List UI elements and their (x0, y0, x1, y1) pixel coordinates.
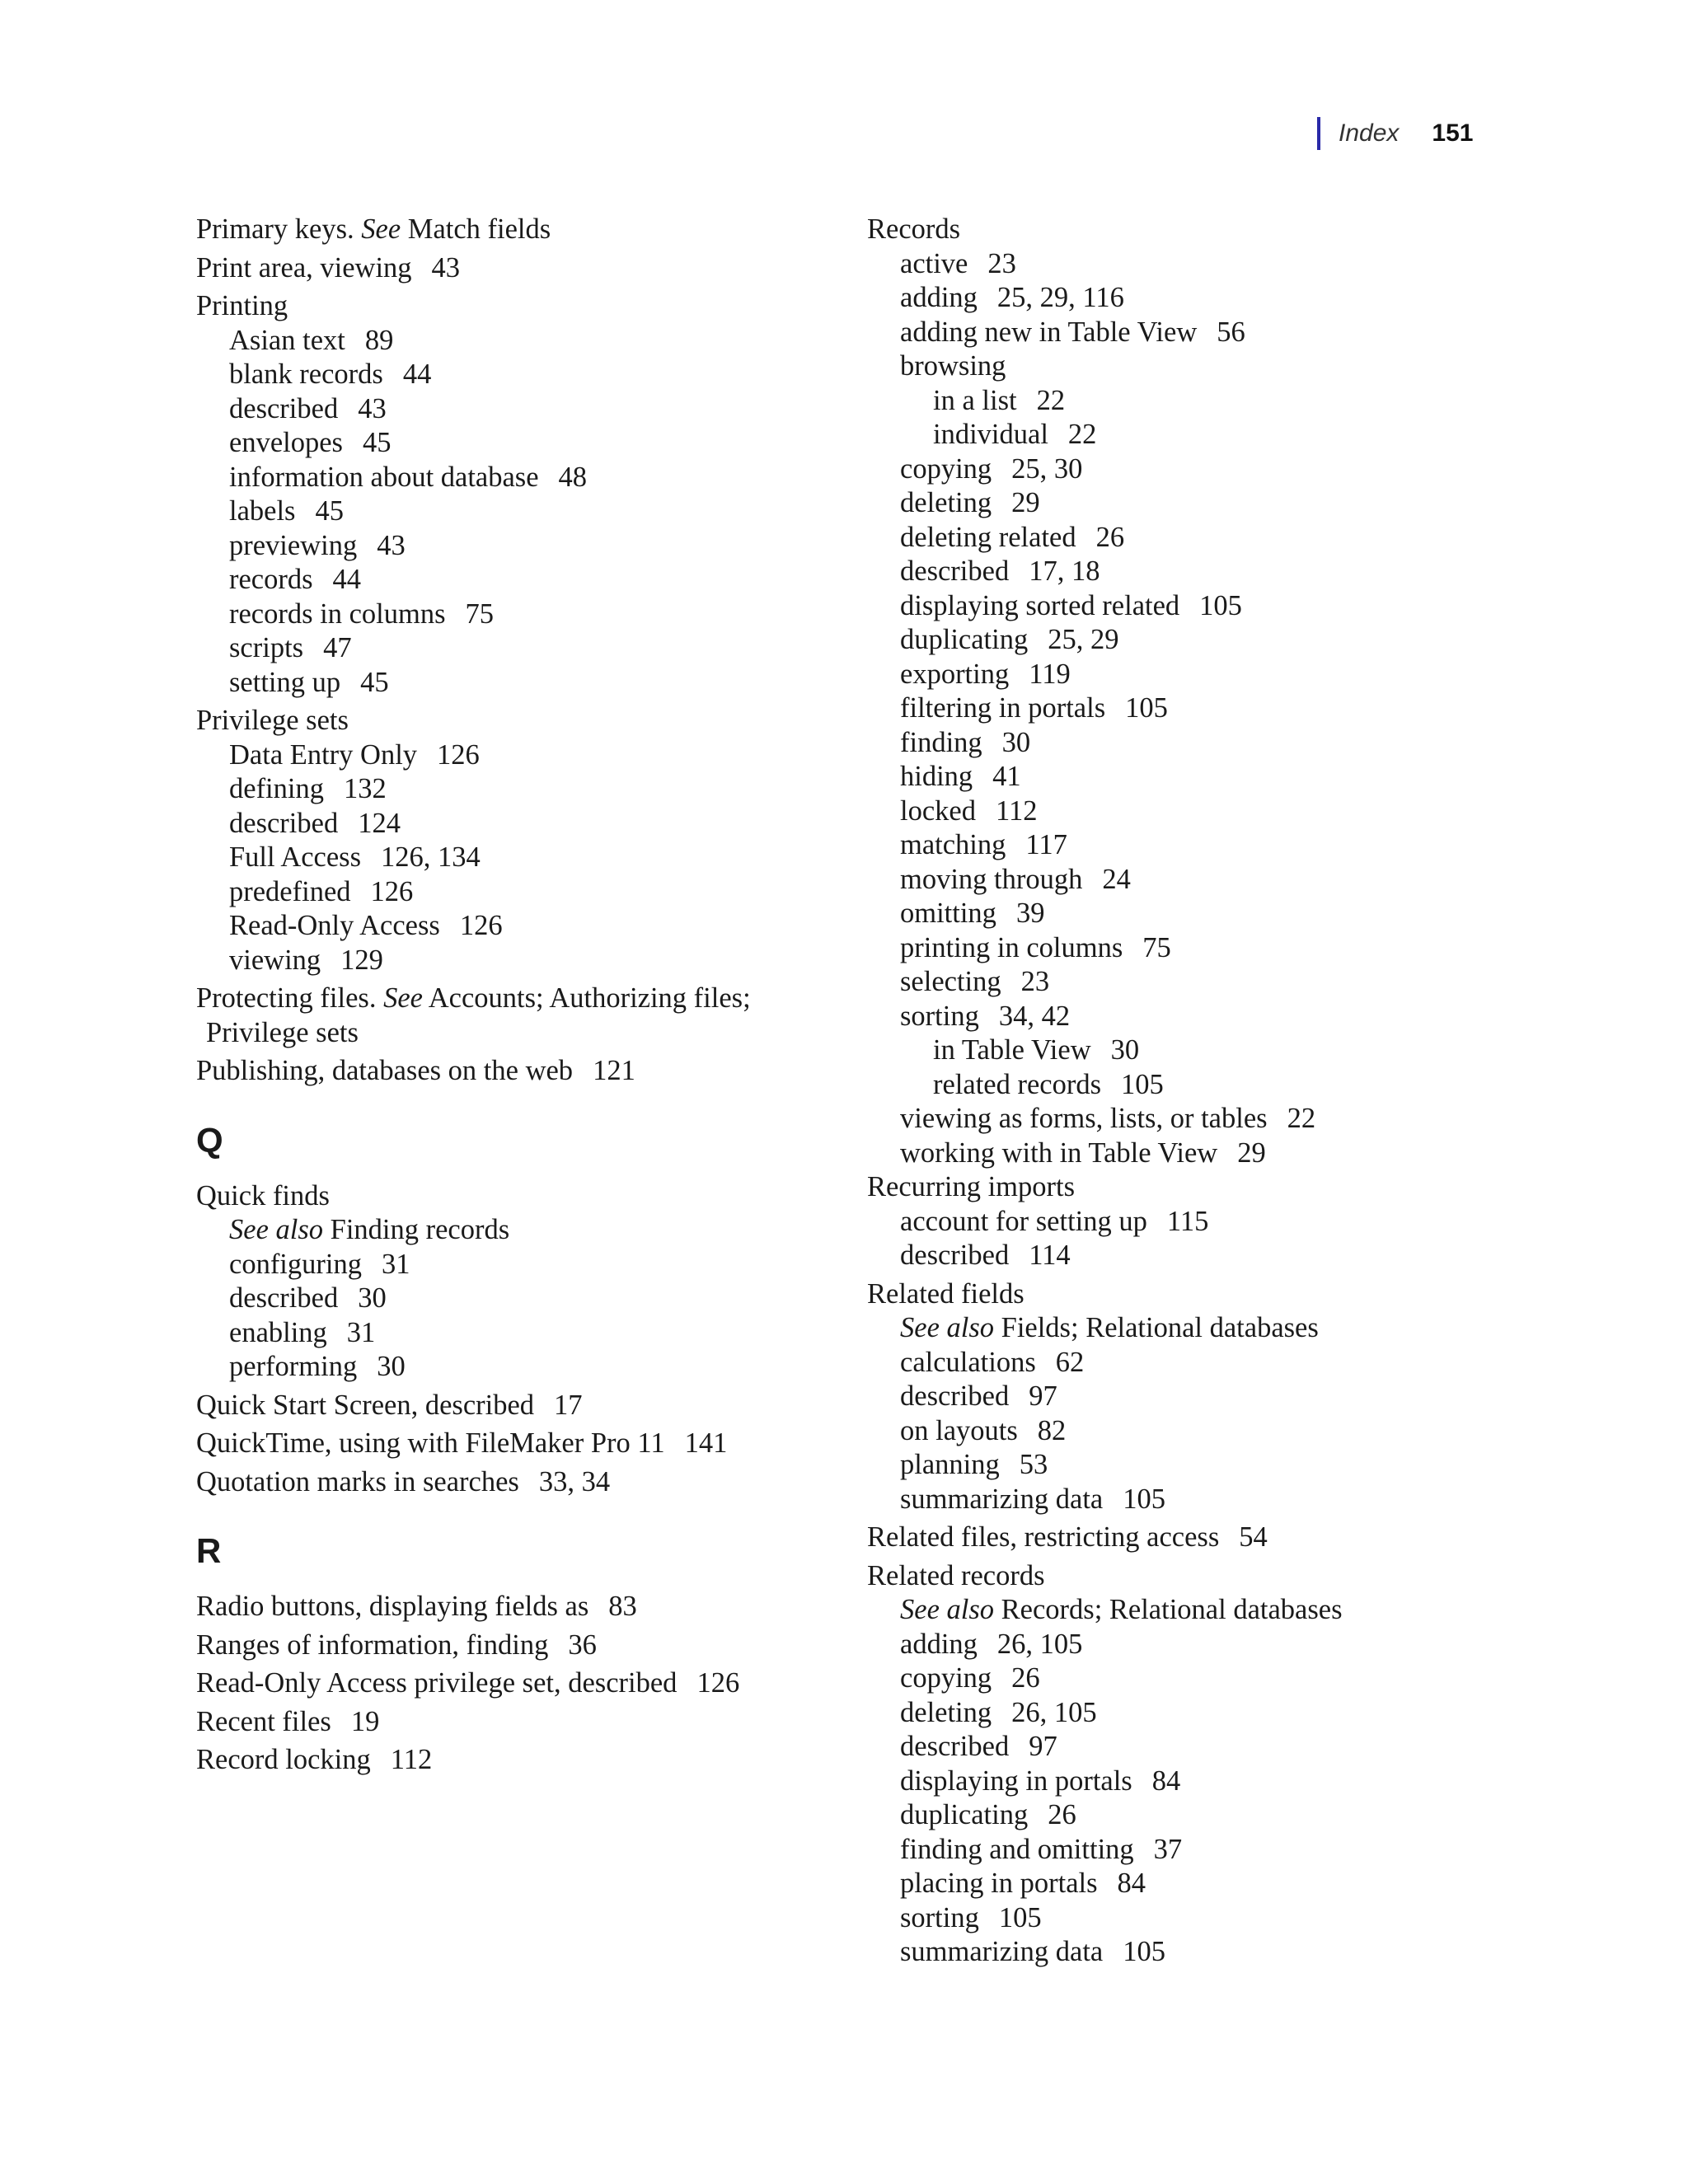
entry-term: Print area, viewing (196, 251, 412, 284)
page-ref: 25, 29 (1048, 624, 1119, 655)
page-ref: 54 (1239, 1521, 1268, 1553)
index-subentry (867, 1593, 1609, 1628)
index-subentry (196, 392, 880, 427)
see-target: Match fields (407, 213, 551, 245)
index-entry (196, 1666, 880, 1701)
page-ref: 75 (465, 598, 495, 630)
page-ref: 115 (1166, 1205, 1209, 1237)
subentry-term: sorting (900, 1000, 979, 1032)
page-ref: 126 (459, 910, 503, 941)
index-subentry (867, 1867, 1609, 1901)
index-subentry (867, 1730, 1609, 1765)
index-subentry (196, 324, 880, 359)
subentry-term: finding (900, 726, 982, 758)
index-subentry (196, 909, 880, 944)
entry-term: Protecting files. (196, 982, 377, 1014)
subentry-list (867, 1628, 1609, 1970)
index-entry (196, 982, 880, 1050)
page-ref: 132 (343, 773, 387, 804)
index-subentry (867, 658, 1609, 692)
index-entry (196, 1179, 880, 1214)
entry-term: Primary keys. (196, 213, 354, 245)
header-rule (1317, 117, 1320, 150)
entry-term: Records (867, 213, 961, 245)
page-ref: 44 (402, 359, 432, 390)
entry-term: Record locking (196, 1744, 371, 1775)
page-ref: 83 (608, 1591, 637, 1622)
subentry-term: information about database (229, 461, 539, 493)
subentry-term: described (900, 1731, 1010, 1762)
entry-term: Quick finds (196, 1179, 330, 1212)
page-ref: 31 (381, 1248, 410, 1280)
subentry-list (196, 324, 880, 701)
index-subentry (867, 1346, 1609, 1380)
see-also-target: Fields; Relational databases (1001, 1312, 1319, 1343)
page-ref: 41 (992, 761, 1021, 792)
entry-term: Recent files (196, 1705, 331, 1737)
page-ref: 105 (1123, 1936, 1165, 1967)
page-ref: 126 (437, 738, 480, 771)
index-subentry (196, 563, 880, 598)
index-entry (867, 1521, 1609, 1555)
see-also-label: See also (900, 1594, 995, 1625)
page-ref: 126 (696, 1667, 740, 1699)
subentry-term: printing in columns (900, 931, 1123, 963)
subentry-term: on layouts (900, 1414, 1018, 1446)
page-ref: 112 (995, 794, 1038, 827)
subentry-term: matching (900, 829, 1006, 860)
index-subentry (196, 631, 880, 666)
index-subentry (867, 1483, 1609, 1517)
index-entry (196, 213, 880, 247)
subentry-term: browsing (900, 350, 1006, 382)
subentry-term: viewing (229, 944, 321, 976)
page-ref: 26 (1095, 521, 1125, 553)
index-subentry (867, 1000, 1609, 1034)
subentry-term: Full Access (229, 841, 362, 873)
subentry-term: finding and omitting (900, 1833, 1134, 1865)
index-subentry (867, 1798, 1609, 1833)
index-subentry (867, 931, 1609, 966)
index-subentry (196, 666, 880, 701)
index-subentry (867, 1380, 1609, 1414)
index-subentry (196, 841, 880, 875)
index-subentry (867, 1901, 1609, 1936)
page-ref: 114 (1029, 1240, 1071, 1271)
page-ref: 17 (554, 1389, 583, 1421)
page-ref: 62 (1055, 1346, 1085, 1378)
page-ref: 112 (390, 1744, 433, 1775)
page-ref: 43 (431, 251, 461, 284)
page-ref: 84 (1151, 1765, 1181, 1797)
index-subentry (867, 486, 1609, 521)
subentry-term: predefined (229, 875, 351, 907)
entry-term: Related files, restricting access (867, 1521, 1220, 1553)
index-subentry (196, 1248, 880, 1282)
index-subentry (196, 738, 880, 773)
header-section-label: Index (1339, 120, 1400, 147)
index-subentry (867, 897, 1609, 931)
subentry-term: summarizing data (900, 1936, 1104, 1967)
page-ref: 33, 34 (538, 1465, 611, 1497)
entry-term: Printing (196, 290, 288, 321)
index-subentry (867, 623, 1609, 658)
page-ref: 119 (1029, 658, 1071, 690)
subentry-term: active (900, 247, 968, 279)
index-entry (867, 213, 1609, 247)
index-column-left (196, 213, 880, 1778)
index-subentry (867, 828, 1609, 863)
subentry-term: records in columns (229, 598, 446, 630)
subentry-term: described (900, 555, 1010, 587)
section-letter-r: R (196, 1531, 222, 1570)
subentry-term: exporting (900, 658, 1010, 690)
see-target: Accounts; Authorizing files; (428, 982, 751, 1014)
page-ref: 45 (362, 427, 392, 458)
entry-term: QuickTime, using with FileMaker Pro 11 (196, 1427, 665, 1459)
subentry-term: Asian text (229, 324, 345, 356)
subentry-term: copying (900, 1662, 992, 1694)
index-subentry (867, 794, 1609, 829)
index-subentry (196, 772, 880, 807)
subentry-term: account for setting up (900, 1205, 1147, 1237)
page-ref: 30 (358, 1282, 387, 1314)
entry-term: Radio buttons, displaying fields as (196, 1591, 589, 1622)
see-also-target: Finding records (330, 1214, 510, 1245)
subentry-term: sorting (900, 1901, 979, 1933)
subentry-term: placing in portals (900, 1868, 1098, 1899)
page-ref: 30 (1001, 726, 1031, 758)
page-ref: 43 (358, 392, 387, 424)
page-ref: 39 (1015, 898, 1045, 929)
index-subentry (196, 494, 880, 529)
subentry-term: omitting (900, 898, 996, 929)
subentry-term: locked (900, 794, 976, 827)
index-subentry (867, 1833, 1609, 1868)
page-ref: 53 (1019, 1449, 1048, 1480)
subentry-term: previewing (229, 529, 358, 561)
subentry-list (867, 247, 1609, 1171)
index-subentry (867, 1414, 1609, 1449)
index-subentry (867, 281, 1609, 316)
index-subentry (196, 1213, 880, 1248)
subentry-term: duplicating (900, 624, 1029, 655)
index-subentry (196, 598, 880, 632)
page-ref: 19 (350, 1705, 380, 1737)
subentry-term: enabling (229, 1316, 327, 1348)
subentry-term: adding (900, 1628, 978, 1660)
subentry-term: summarizing data (900, 1483, 1104, 1515)
page-ref: 47 (323, 632, 352, 663)
page-ref: 126, 134 (381, 841, 481, 873)
subentry-term: calculations (900, 1346, 1036, 1378)
page-ref: 36 (568, 1629, 597, 1661)
index-subentry (867, 1311, 1609, 1346)
index-subentry (867, 1765, 1609, 1799)
index-subentry (867, 384, 1609, 419)
index-subentry (867, 452, 1609, 487)
subentry-term: configuring (229, 1248, 362, 1280)
index-entry (196, 1590, 880, 1624)
page-ref: 30 (1110, 1034, 1140, 1066)
entry-term: Recurring imports (867, 1171, 1075, 1202)
index-subentry (867, 1628, 1609, 1662)
index-subentry (867, 418, 1609, 452)
index-entry (196, 1629, 880, 1663)
page-ref: 117 (1025, 829, 1067, 860)
index-subentry (867, 555, 1609, 589)
subentry-term: described (900, 1380, 1010, 1412)
subentry-term: labels (229, 495, 296, 527)
page-ref: 105 (998, 1901, 1042, 1933)
entry-term: Read-Only Access privilege set, described (196, 1667, 678, 1699)
index-entry (196, 1705, 880, 1740)
page-ref: 97 (1029, 1380, 1057, 1412)
page-ref: 25, 30 (1011, 452, 1083, 485)
subentry-term: individual (933, 419, 1048, 450)
index-entry (196, 1465, 880, 1500)
page-ref: 105 (1121, 1068, 1164, 1100)
index-entry (867, 1559, 1609, 1594)
index-subentry (196, 807, 880, 841)
index-subentry (196, 875, 880, 910)
index-subentry (196, 529, 880, 564)
entry-term: Quotation marks in searches (196, 1465, 519, 1497)
page-ref: 22 (1036, 384, 1066, 416)
see-also-label: See also (229, 1214, 324, 1245)
index-entry (196, 1427, 880, 1461)
see-label: See (383, 982, 423, 1014)
index-subentry (867, 1661, 1609, 1696)
page-ref: 34, 42 (998, 1000, 1071, 1032)
page-ref: 23 (1020, 966, 1050, 997)
page-ref: 30 (377, 1351, 406, 1382)
page-ref: 26 (1011, 1662, 1040, 1694)
subentry-term: working with in Table View (900, 1137, 1218, 1169)
index-subentry (867, 1205, 1609, 1240)
page-ref: 45 (315, 495, 344, 527)
index-subentry (196, 461, 880, 495)
index-subentry (196, 1350, 880, 1385)
page-ref: 23 (987, 247, 1016, 279)
index-entry (196, 704, 880, 738)
page-ref: 75 (1142, 931, 1171, 963)
index-subentry (196, 358, 880, 392)
subentry-term: in a list (933, 384, 1017, 416)
page-ref: 124 (358, 807, 401, 839)
index-subentry (867, 1448, 1609, 1483)
page-ref: 45 (360, 666, 389, 698)
page-ref: 105 (1125, 692, 1168, 724)
subentry-term: described (229, 807, 339, 839)
page-number: 151 (1432, 120, 1474, 147)
index-subentry (867, 1696, 1609, 1731)
entry-term: Related fields (867, 1277, 1025, 1310)
index-subentry (867, 965, 1609, 1000)
subentry-list (196, 738, 880, 978)
subentry-term: performing (229, 1351, 358, 1382)
page-ref: 37 (1153, 1833, 1183, 1865)
index-subentry (867, 726, 1609, 761)
page-ref: 22 (1067, 419, 1097, 450)
see-also-label: See also (900, 1312, 995, 1343)
page-ref: 48 (558, 461, 588, 493)
running-header (1317, 117, 1473, 150)
entry-term: Quick Start Screen, described (196, 1389, 535, 1421)
index-entry (867, 1170, 1609, 1205)
page-ref: 24 (1102, 863, 1131, 895)
subentry-list (867, 1205, 1609, 1273)
index-entry (196, 289, 880, 324)
index-entry (196, 1054, 880, 1089)
index-subentry (867, 1033, 1609, 1068)
index-subentry (867, 863, 1609, 898)
page-ref: 82 (1037, 1414, 1067, 1446)
page-ref: 26 (1048, 1799, 1076, 1830)
index-subentry (867, 521, 1609, 555)
page-ref: 105 (1199, 589, 1242, 621)
subentry-term: deleting (900, 487, 992, 518)
subentry-term: defining (229, 773, 324, 804)
page-ref: 105 (1123, 1483, 1165, 1515)
subentry-term: described (229, 1282, 339, 1314)
page-ref: 129 (340, 944, 383, 976)
subentry-term: envelopes (229, 427, 343, 458)
subentry-term: adding new in Table View (900, 316, 1198, 348)
index-entry (867, 1277, 1609, 1312)
page-ref: 84 (1117, 1868, 1146, 1899)
subentry-term: duplicating (900, 1799, 1029, 1830)
index-entry (196, 1389, 880, 1423)
index-subentry (867, 760, 1609, 794)
page-ref: 26, 105 (996, 1628, 1083, 1660)
page-ref: 97 (1029, 1731, 1057, 1762)
subentry-term: filtering in portals (900, 692, 1106, 724)
index-subentry (867, 1102, 1609, 1137)
index-subentry (867, 1137, 1609, 1171)
subentry-term: deleting related (900, 521, 1076, 553)
index-subentry (867, 316, 1609, 350)
entry-term: Ranges of information, finding (196, 1629, 549, 1661)
subentry-term: viewing as forms, lists, or tables (900, 1103, 1268, 1134)
index-subentry (867, 247, 1609, 282)
see-label: See (361, 213, 401, 245)
page-ref: 31 (346, 1316, 376, 1348)
see-target-continued: Privilege sets (206, 1016, 359, 1048)
index-subentry (867, 349, 1609, 384)
subentry-term: displaying sorted related (900, 589, 1180, 621)
see-also-target: Records; Relational databases (1001, 1594, 1343, 1625)
page-ref: 56 (1217, 316, 1245, 348)
subentry-term: described (229, 392, 339, 424)
index-subentry (867, 589, 1609, 624)
index-subentry (867, 1068, 1609, 1103)
subentry-term: selecting (900, 966, 1001, 997)
page-ref: 89 (364, 324, 394, 356)
index-subentry (196, 426, 880, 461)
subentry-term: displaying in portals (900, 1765, 1132, 1797)
subentry-list (867, 1346, 1609, 1517)
subentry-term: scripts (229, 632, 304, 663)
subentry-term: blank records (229, 359, 383, 390)
index-entry (196, 1743, 880, 1778)
subentry-term: in Table View (933, 1034, 1091, 1066)
subentry-term: Read-Only Access (229, 910, 440, 941)
entry-term: Related records (867, 1559, 1045, 1591)
index-column-right (867, 213, 1609, 1970)
index-subentry (867, 1935, 1609, 1970)
subentry-term: Data Entry Only (229, 738, 418, 771)
entry-term: Publishing, databases on the web (196, 1055, 574, 1086)
page-ref: 17, 18 (1029, 555, 1100, 587)
subentry-term: records (229, 564, 313, 595)
page-ref: 29 (1237, 1137, 1266, 1169)
entry-term: Privilege sets (196, 705, 349, 736)
page-ref: 29 (1011, 487, 1040, 518)
page-ref: 126 (370, 875, 414, 907)
index-subentry (867, 1239, 1609, 1273)
section-letter-q: Q (196, 1120, 223, 1160)
index-subentry (196, 1282, 880, 1316)
subentry-term: planning (900, 1449, 1000, 1480)
page-ref: 43 (377, 529, 406, 561)
index-subentry (196, 1316, 880, 1351)
subentry-list (196, 1248, 880, 1385)
subentry-term: deleting (900, 1696, 992, 1728)
subentry-term: described (900, 1240, 1010, 1271)
page-ref: 26, 105 (1011, 1696, 1097, 1728)
index-entry (196, 251, 880, 286)
subentry-term: adding (900, 282, 978, 313)
subentry-term: hiding (900, 761, 973, 792)
page-ref: 141 (684, 1427, 728, 1459)
subentry-term: setting up (229, 666, 341, 698)
index-subentry (867, 691, 1609, 726)
subentry-term: related records (933, 1068, 1102, 1100)
page-ref: 121 (593, 1055, 635, 1086)
page-ref: 25, 29, 116 (996, 282, 1124, 313)
index-subentry (196, 944, 880, 978)
subentry-term: moving through (900, 863, 1083, 895)
page-ref: 44 (332, 564, 362, 595)
page-ref: 22 (1287, 1103, 1316, 1134)
subentry-term: copying (900, 452, 992, 485)
